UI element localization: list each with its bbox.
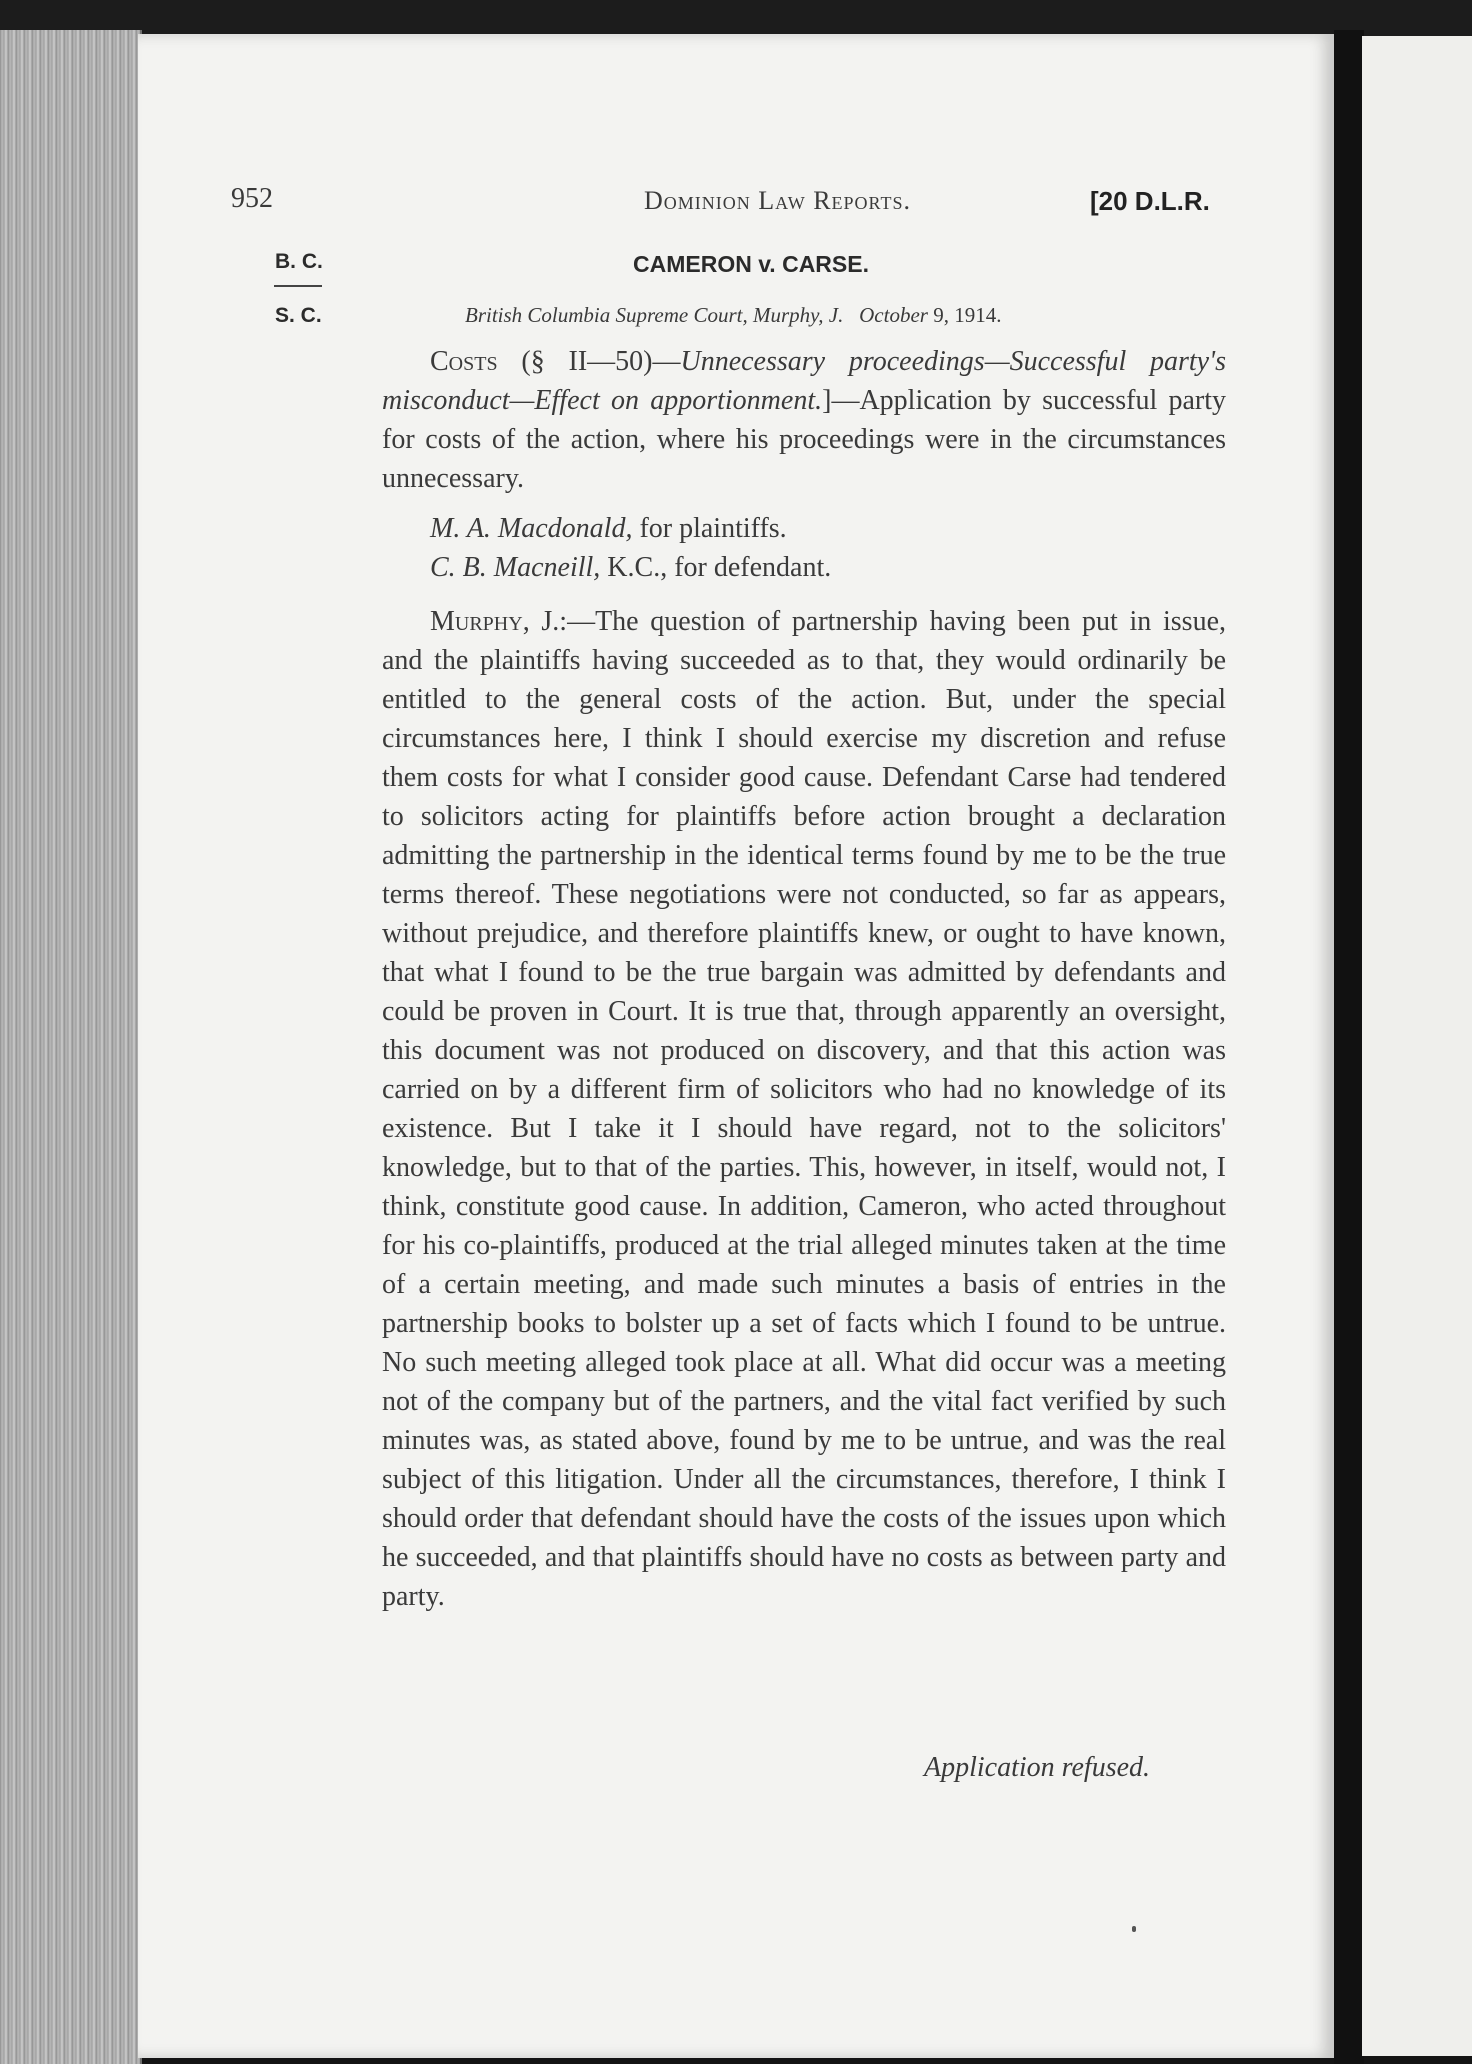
judge-name: Murphy, J. <box>430 606 560 637</box>
judgment-body: :—The question of partnership having been put in issue, and the plaintiffs having succeeded as to that, they would ordinarily be entitled to the general costs of the action. But, under the special circumstances here, I think I should exercise my discretion and refuse them costs for what I consider good cause. Defendant Carse had tendered to solicitors acting for plaintiffs before action brought a declaration admitting the partnership in the identical terms found by me to be the true terms thereof. These negotiations were not conducted, so far as appears, without prejudice, and therefore plaintiffs knew, or ought to have known, that what I found to be the true bargain was admitted by defendants and could be proven in Court. It is true that, through apparently an oversight, this document was not produced on discovery, and that this action was carried on by a different firm of solicitors who had no knowledge of its existence. But I take it I should have regard, not to the solicitors' knowledge, but to that of the parties. This, however, in itself, would not, I think, constitute good cause. In addition, Cameron, who acted throughout for his co-plaintiffs, produced at the trial alleged minutes taken at the time of a certain meeting, and made such minutes a basis of entries in the partnership books to bolster up a set of facts which I found to be untrue. No such meeting alleged took place at all. What did occur was a meeting not of the company but of the partners, and the vital fact verified by such minutes was, as stated above, found by me to be untrue, and was the real subject of this litigation. Under all the circumstances, therefore, I think I should order that defendant should have the costs of the issues upon which he succeeded, and that plaintiffs should have no costs as between party and party. <box>382 606 1226 1612</box>
plaintiff-counsel-name: M. A. Macdonald, <box>430 513 633 544</box>
book-page-edges <box>0 30 142 2064</box>
court-line <box>465 303 1001 328</box>
scan-speck <box>1132 1926 1136 1932</box>
headnote <box>382 342 1226 498</box>
plaintiff-counsel <box>430 509 787 548</box>
running-head: Dominion Law Reports. <box>644 186 911 215</box>
plaintiff-counsel-role: for plaintiffs. <box>632 513 787 544</box>
book-gutter <box>1334 30 1364 2064</box>
volume-reference: [20 D.L.R. <box>1090 186 1210 216</box>
decision-date: 9, 1914. <box>933 303 1002 327</box>
headnote-section: (§ II—50)— <box>497 346 681 377</box>
facing-page-edge <box>1362 36 1472 2056</box>
decision-month: October <box>859 303 928 327</box>
defendant-counsel-name: C. B. Macneill, <box>430 552 601 583</box>
court-and-judge: British Columbia Supreme Court, Murphy, J. <box>465 303 844 327</box>
sidenote-divider <box>274 285 322 287</box>
headnote-catchwords: Unnecessary proceedings—Successful party's misconduct—Effect on apportionment. <box>382 346 1226 416</box>
page-number: 952 <box>231 183 273 214</box>
case-title: CAMERON v. CARSE. <box>633 251 869 277</box>
sidenote-court: B. C. <box>275 250 323 273</box>
sidenote-court-level: S. C. <box>275 304 322 327</box>
judgment-text <box>382 602 1226 1616</box>
headnote-lead: Costs <box>430 346 498 377</box>
headnote-summary: ]—Application by successful party for costs of the action, where his proceedings were in the circumstances unnecessary. <box>382 385 1227 494</box>
scanner-top-shadow <box>0 0 1472 36</box>
defendant-counsel <box>430 548 831 587</box>
disposition: Application refused. <box>924 1752 1151 1783</box>
defendant-counsel-role: K.C., for defendant. <box>600 552 832 583</box>
